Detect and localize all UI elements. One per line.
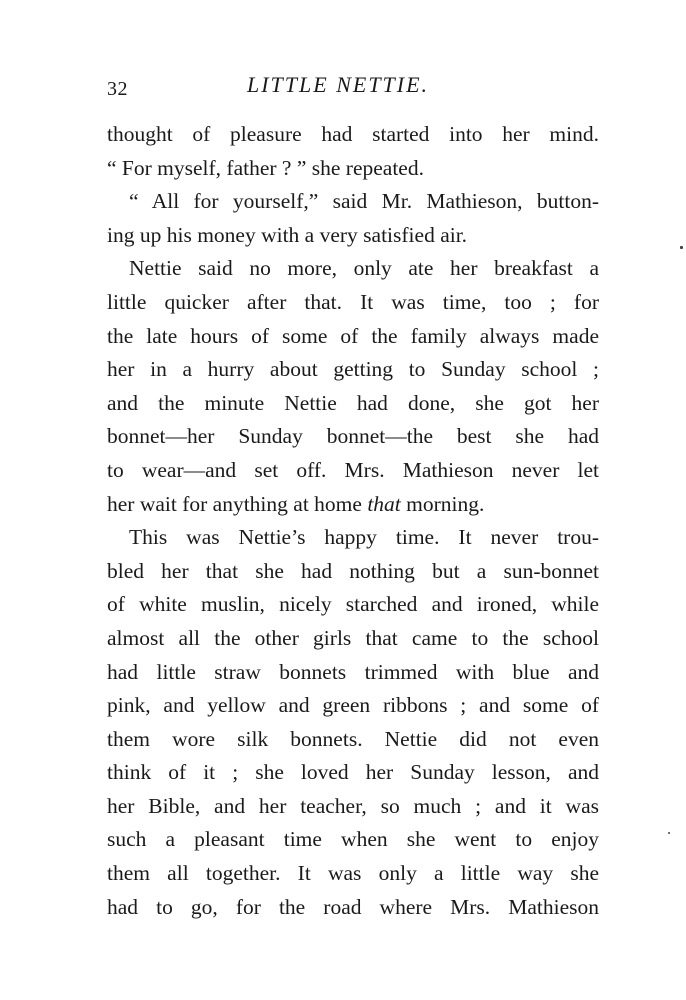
text-line: such a pleasant time when she went to enjoy [107,827,599,852]
text-line: them wore silk bonnets. Nettie did not even [107,726,599,751]
text-line: and the minute Nettie had done, she got her [107,390,599,415]
margin-speck [668,832,670,834]
text-line: had to go, for the road where Mrs. Mathieson [107,894,599,919]
text-line: This was Nettie’s happy time. It never trou- [129,525,599,550]
text-line-start: her wait for anything at home [107,491,368,516]
page-number: 32 [107,78,128,100]
text-line: her Bible, and her teacher, so much ; and it was [107,793,599,818]
text-line: had little straw bonnets trimmed with blue and [107,659,599,684]
text-line: “ For myself, father ? ” she repeated. [107,155,424,180]
text-line: to wear—and set off. Mrs. Mathieson never let [107,457,599,482]
text-line: them all together. It was only a little way she [107,861,599,886]
text-line: her in a hurry about getting to Sunday school ; [107,357,599,382]
body-text [107,118,599,924]
text-line: of white muslin, nicely starched and ironed, while [107,592,599,617]
text-line: pink, and yellow and green ribbons ; and some of [107,693,599,718]
text-line: think of it ; she loved her Sunday lesson, and [107,760,599,785]
text-line: almost all the other girls that came to the school [107,625,599,650]
page-header [107,72,597,108]
text-line: ing up his money with a very satisfied air. [107,222,468,247]
emphasized-word: that [367,491,401,516]
text-line: thought of pleasure had started into her mind. [107,122,599,146]
text-line: bled her that she had nothing but a sun-bonnet [107,558,599,583]
text-line: Nettie said no more, only ate her breakfast a [129,256,599,281]
text-line: “ All for yourself,” said Mr. Mathieson, button- [129,189,599,214]
text-line [107,488,599,522]
margin-speck [680,246,683,249]
text-line: little quicker after that. It was time, too ; for [107,289,599,314]
text-line: bonnet—her Sunday bonnet—the best she had [107,424,599,449]
text-line: the late hours of some of the family always made [107,323,599,348]
running-title: LITTLE NETTIE. [247,72,430,97]
text-line-end: morning. [400,491,485,516]
